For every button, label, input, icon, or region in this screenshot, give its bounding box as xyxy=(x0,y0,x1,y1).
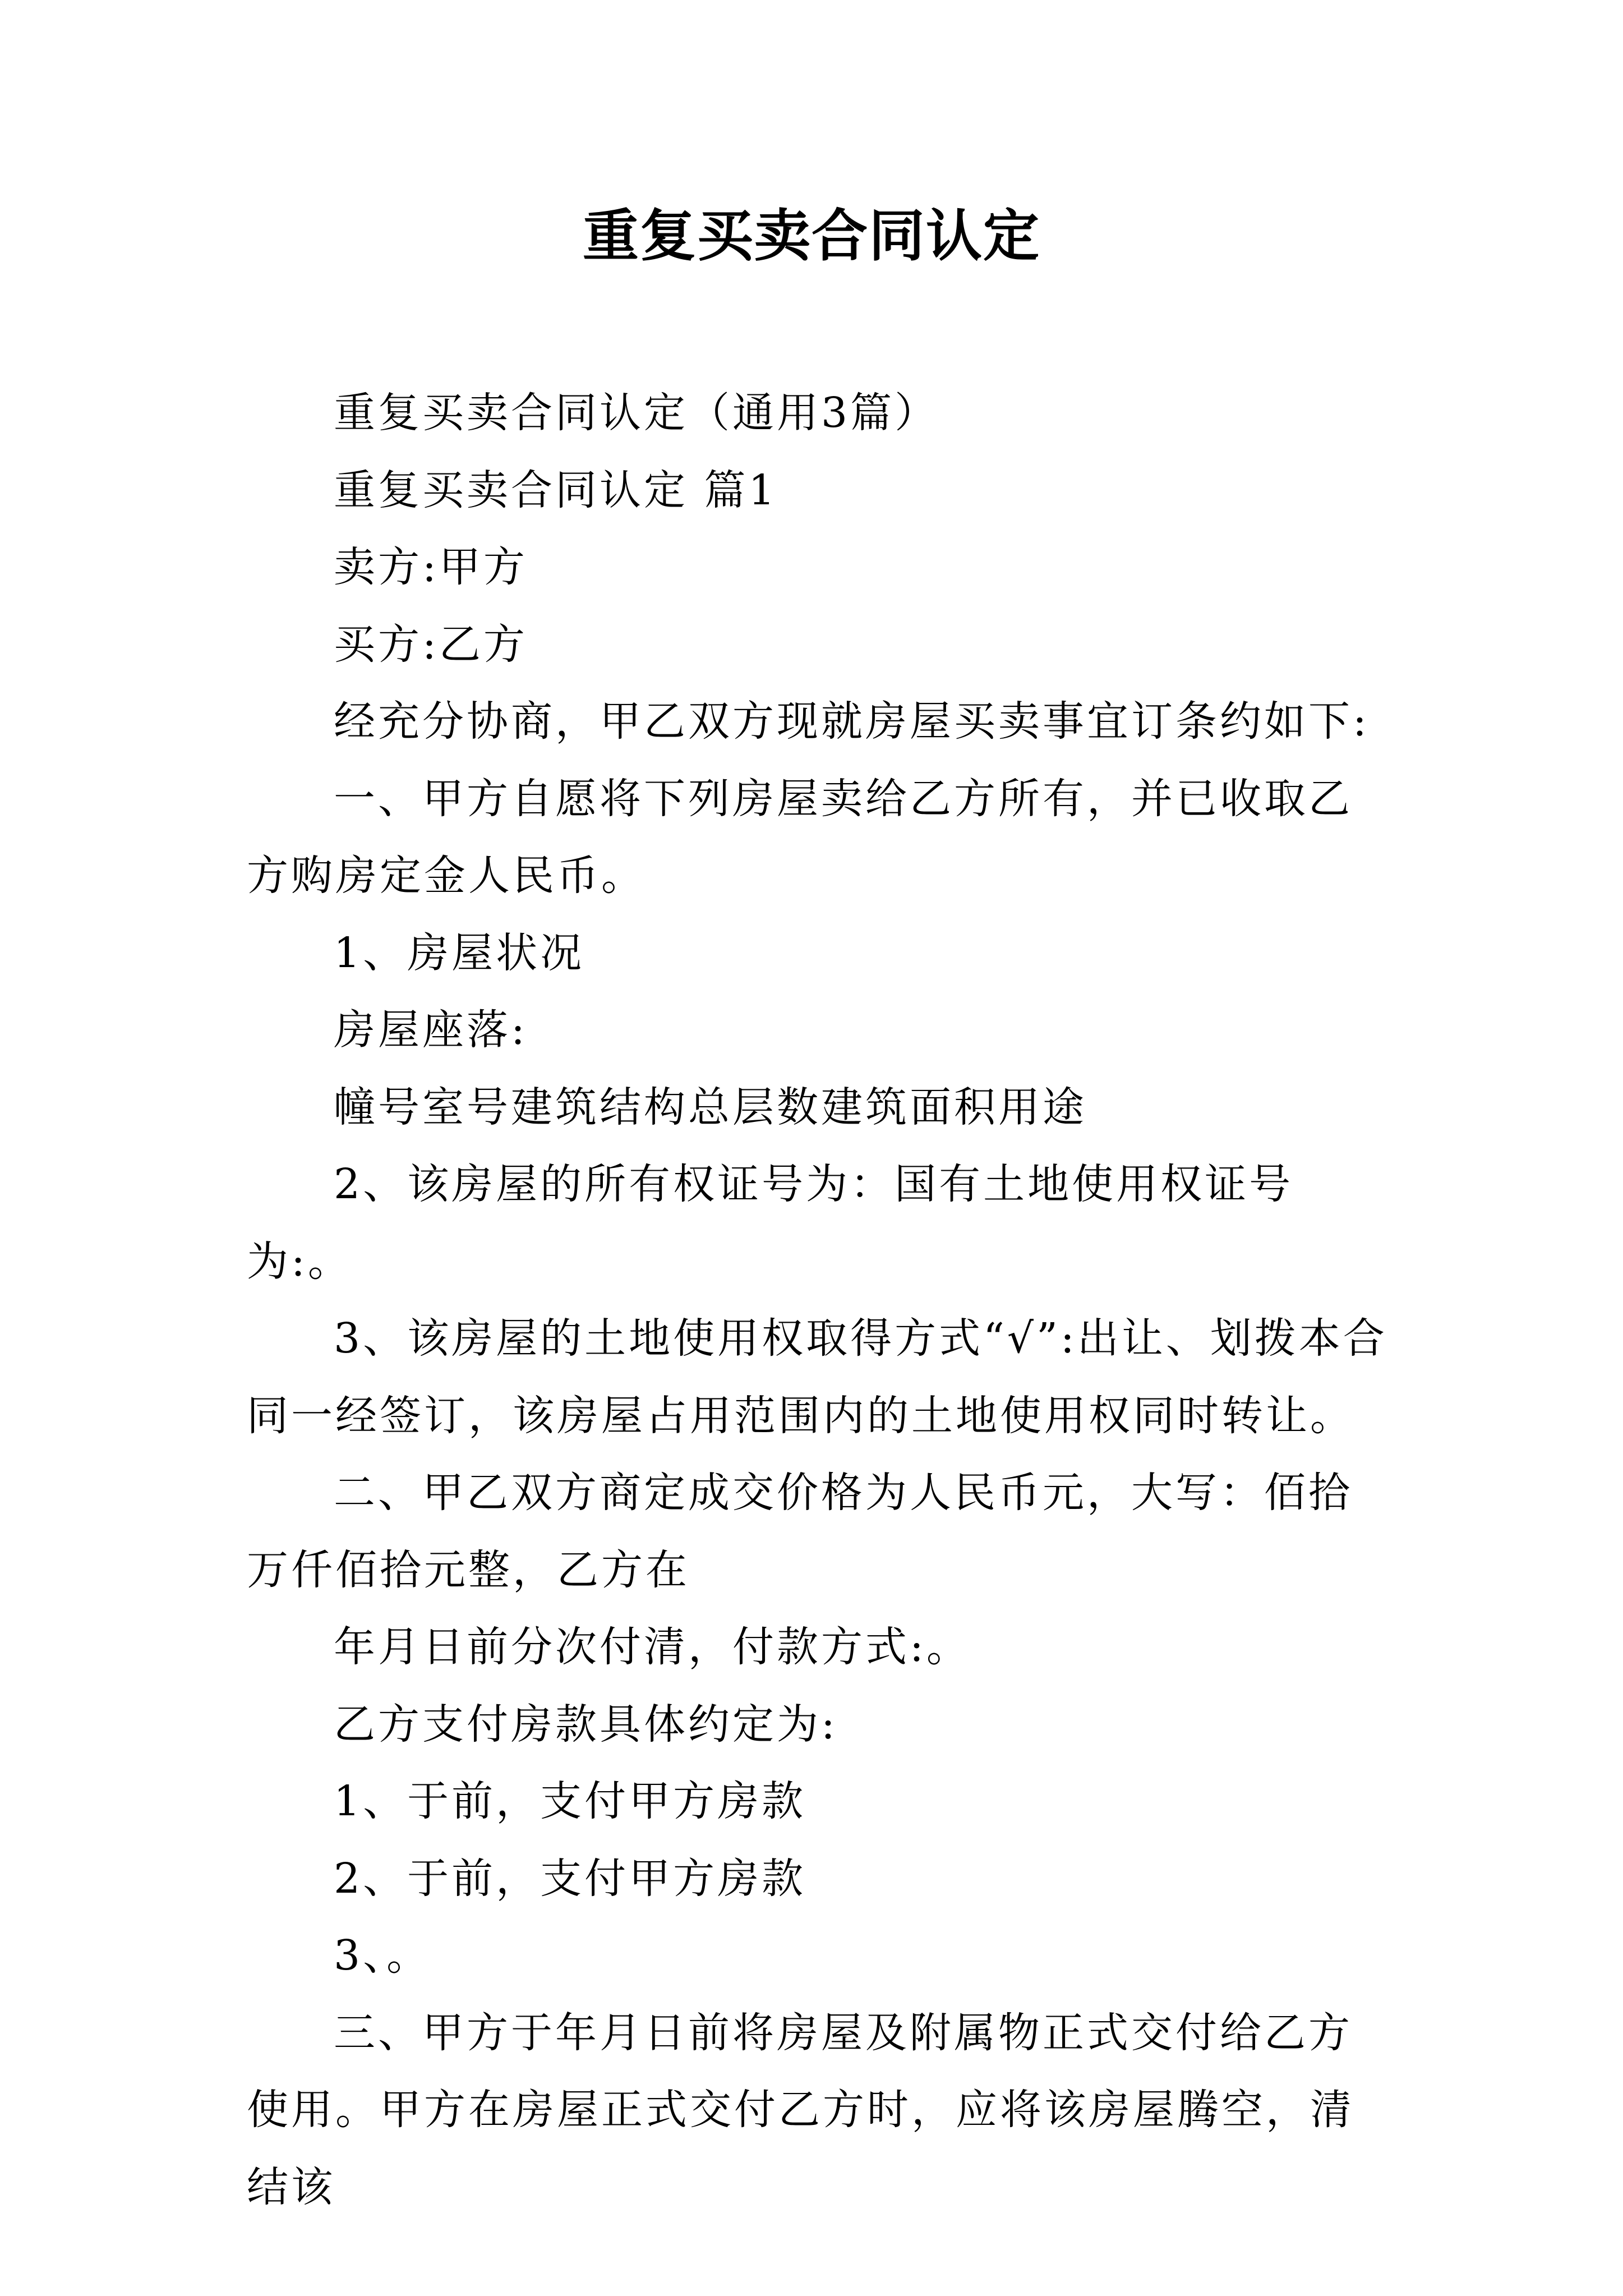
document-title: 重复买卖合同认定 xyxy=(583,203,1040,269)
paragraph-house-status: 1、房屋状况 xyxy=(334,928,585,977)
paragraph-house-fields: 幢号室号建筑结构总层数建筑面积用途 xyxy=(334,1083,1087,1131)
paragraph-clause-1: 一、甲方自愿将下列房屋卖给乙方所有，并已收取乙方购房定金人民币。 xyxy=(247,774,1353,900)
paragraph-clause-3: 三、甲方于年月日前将房屋及附属物正式交付给乙方使用。甲方在房屋正式交付乙方时，应将该房屋腾空，清结该 xyxy=(247,2008,1354,2211)
paragraph-payment-3: 3、。 xyxy=(334,1931,431,1980)
paragraph-land-use: 3、该房屋的土地使用权取得方式“√”:出让、划拨本合同一经签订，该房屋占用范围内的土地使用权同时转让。 xyxy=(247,1314,1387,1440)
paragraph-subtitle: 重复买卖合同认定（通用3篇） xyxy=(334,389,939,437)
paragraph-payment-1: 1、于前，支付甲方房款 xyxy=(334,1777,806,1825)
paragraph-section-heading: 重复买卖合同认定 篇1 xyxy=(334,466,778,514)
paragraph-payment-date: 年月日前分次付清，付款方式:。 xyxy=(334,1623,971,1671)
paragraph-clause-2: 二、甲乙双方商定成交价格为人民币元，大写：佰拾万仟佰拾元整，乙方在 xyxy=(247,1469,1353,1594)
paragraph-certificate: 2、该房屋的所有权证号为：国有土地使用权证号为:。 xyxy=(247,1160,1294,1286)
paragraph-buyer: 买方:乙方 xyxy=(334,620,528,669)
paragraph-payment-2: 2、于前，支付甲方房款 xyxy=(334,1854,806,1903)
paragraph-house-location: 房屋座落: xyxy=(334,1006,528,1054)
paragraph-seller: 卖方:甲方 xyxy=(334,543,528,591)
paragraph-payment-terms: 乙方支付房款具体约定为: xyxy=(334,1700,838,1749)
paragraph-preamble: 经充分协商，甲乙双方现就房屋买卖事宜订条约如下: xyxy=(334,697,1370,746)
document-body xyxy=(247,375,1391,2226)
